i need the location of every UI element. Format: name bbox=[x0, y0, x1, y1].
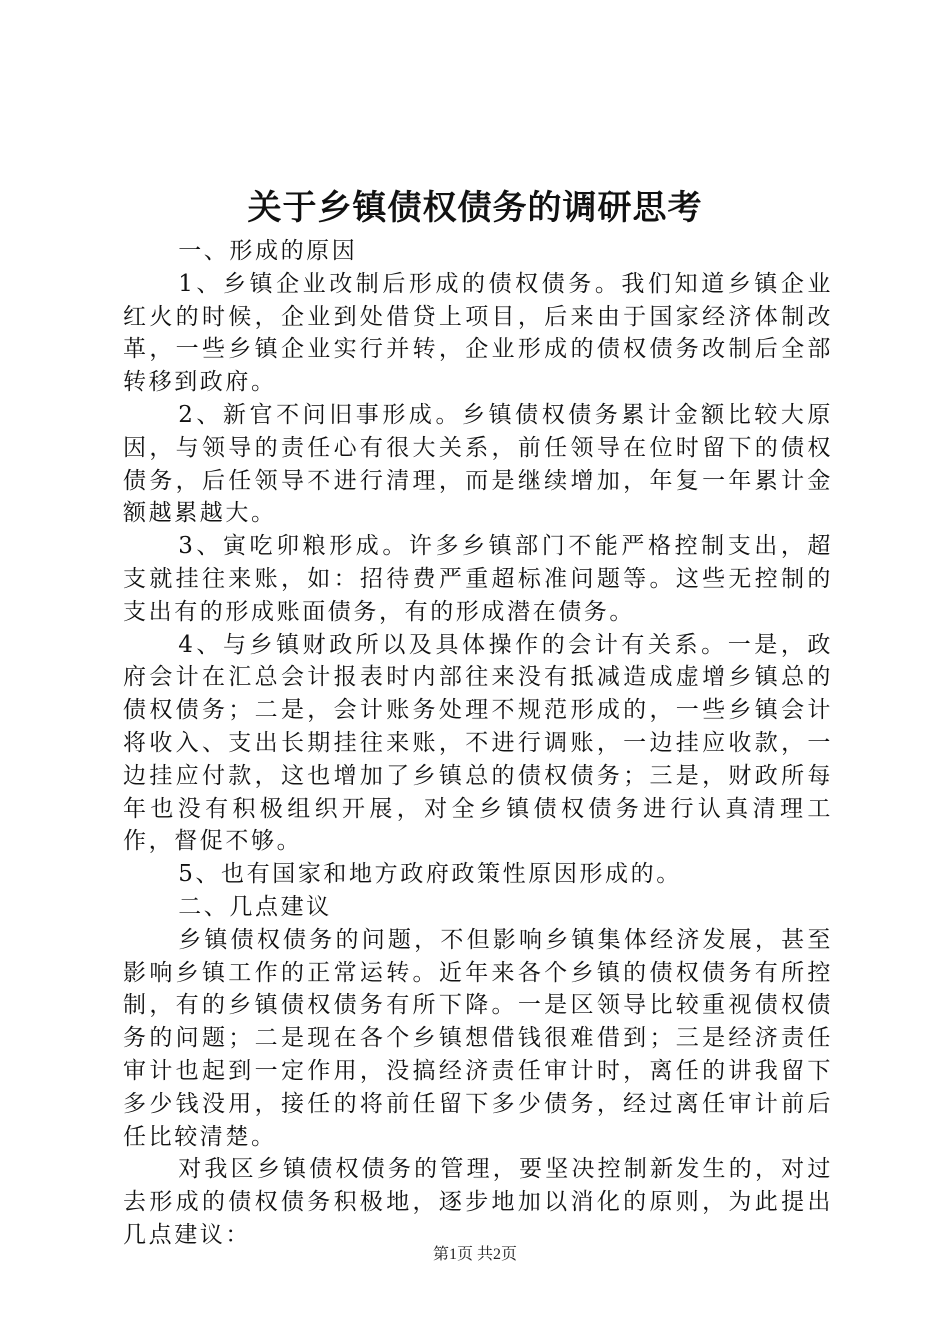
section-heading-causes: 一、形成的原因 bbox=[178, 238, 358, 264]
document-body bbox=[123, 235, 833, 1252]
paragraph-cause-4: 4、与乡镇财政所以及具体操作的会计有关系。一是，政府会计在汇总会计报表时内部往来没有抵减造成虚增乡镇总的债权债务；二是，会计账务处理不规范形成的，一些乡镇会计将收入、支出长期挂往来账，不进行调账，一边挂应收款，一边挂应付款，这也增加了乡镇总的债权债务；三是，财政所每年也没有积极组织开展，对全乡镇债权债务进行认真清理工作，督促不够。 bbox=[123, 631, 833, 855]
paragraph-cause-2: 2、新官不问旧事形成。乡镇债权债务累计金额比较大原因，与领导的责任心有很大关系，前任领导在位时留下的债权债务，后任领导不进行清理，而是继续增加，年复一年累计金额越累越大。 bbox=[123, 401, 833, 527]
paragraph-suggestion-principle: 对我区乡镇债权债务的管理，要坚决控制新发生的，对过去形成的债权债务积极地，逐步地加以消化的原则，为此提出几点建议： bbox=[123, 1156, 833, 1248]
page-number-footer: 第1页 共2页 bbox=[432, 1246, 517, 1263]
paragraph-cause-5: 5、也有国家和地方政府政策性原因形成的。 bbox=[178, 861, 682, 888]
document-title: 关于乡镇债权债务的调研思考 bbox=[247, 188, 703, 228]
paragraph-cause-1: 1、乡镇企业改制后形成的债权债务。我们知道乡镇企业红火的时候，企业到处借贷上项目，后来由于国家经济体制改革，一些乡镇企业实行并转，企业形成的债权债务改制后全部转移到政府。 bbox=[123, 270, 833, 396]
section-heading-suggestions: 二、几点建议 bbox=[178, 893, 332, 920]
paragraph-cause-3: 3、寅吃卯粮形成。许多乡镇部门不能严格控制支出，超支就挂往来账，如：招待费严重超标准问题等。这些无控制的支出有的形成账面债务，有的形成潜在债务。 bbox=[123, 533, 833, 625]
paragraph-suggestion-intro: 乡镇债权债务的问题，不但影响乡镇集体经济发展，甚至影响乡镇工作的正常运转。近年来各个乡镇的债权债务有所控制，有的乡镇债权债务有所下降。一是区领导比较重视债权债务的问题；二是现在各个乡镇想借钱很难借到；三是经济责任审计也起到一定作用，没搞经济责任审计时，离任的讲我留下多少钱没用，接任的将前任留下多少债务，经过离任审计前后任比较清楚。 bbox=[123, 926, 833, 1150]
